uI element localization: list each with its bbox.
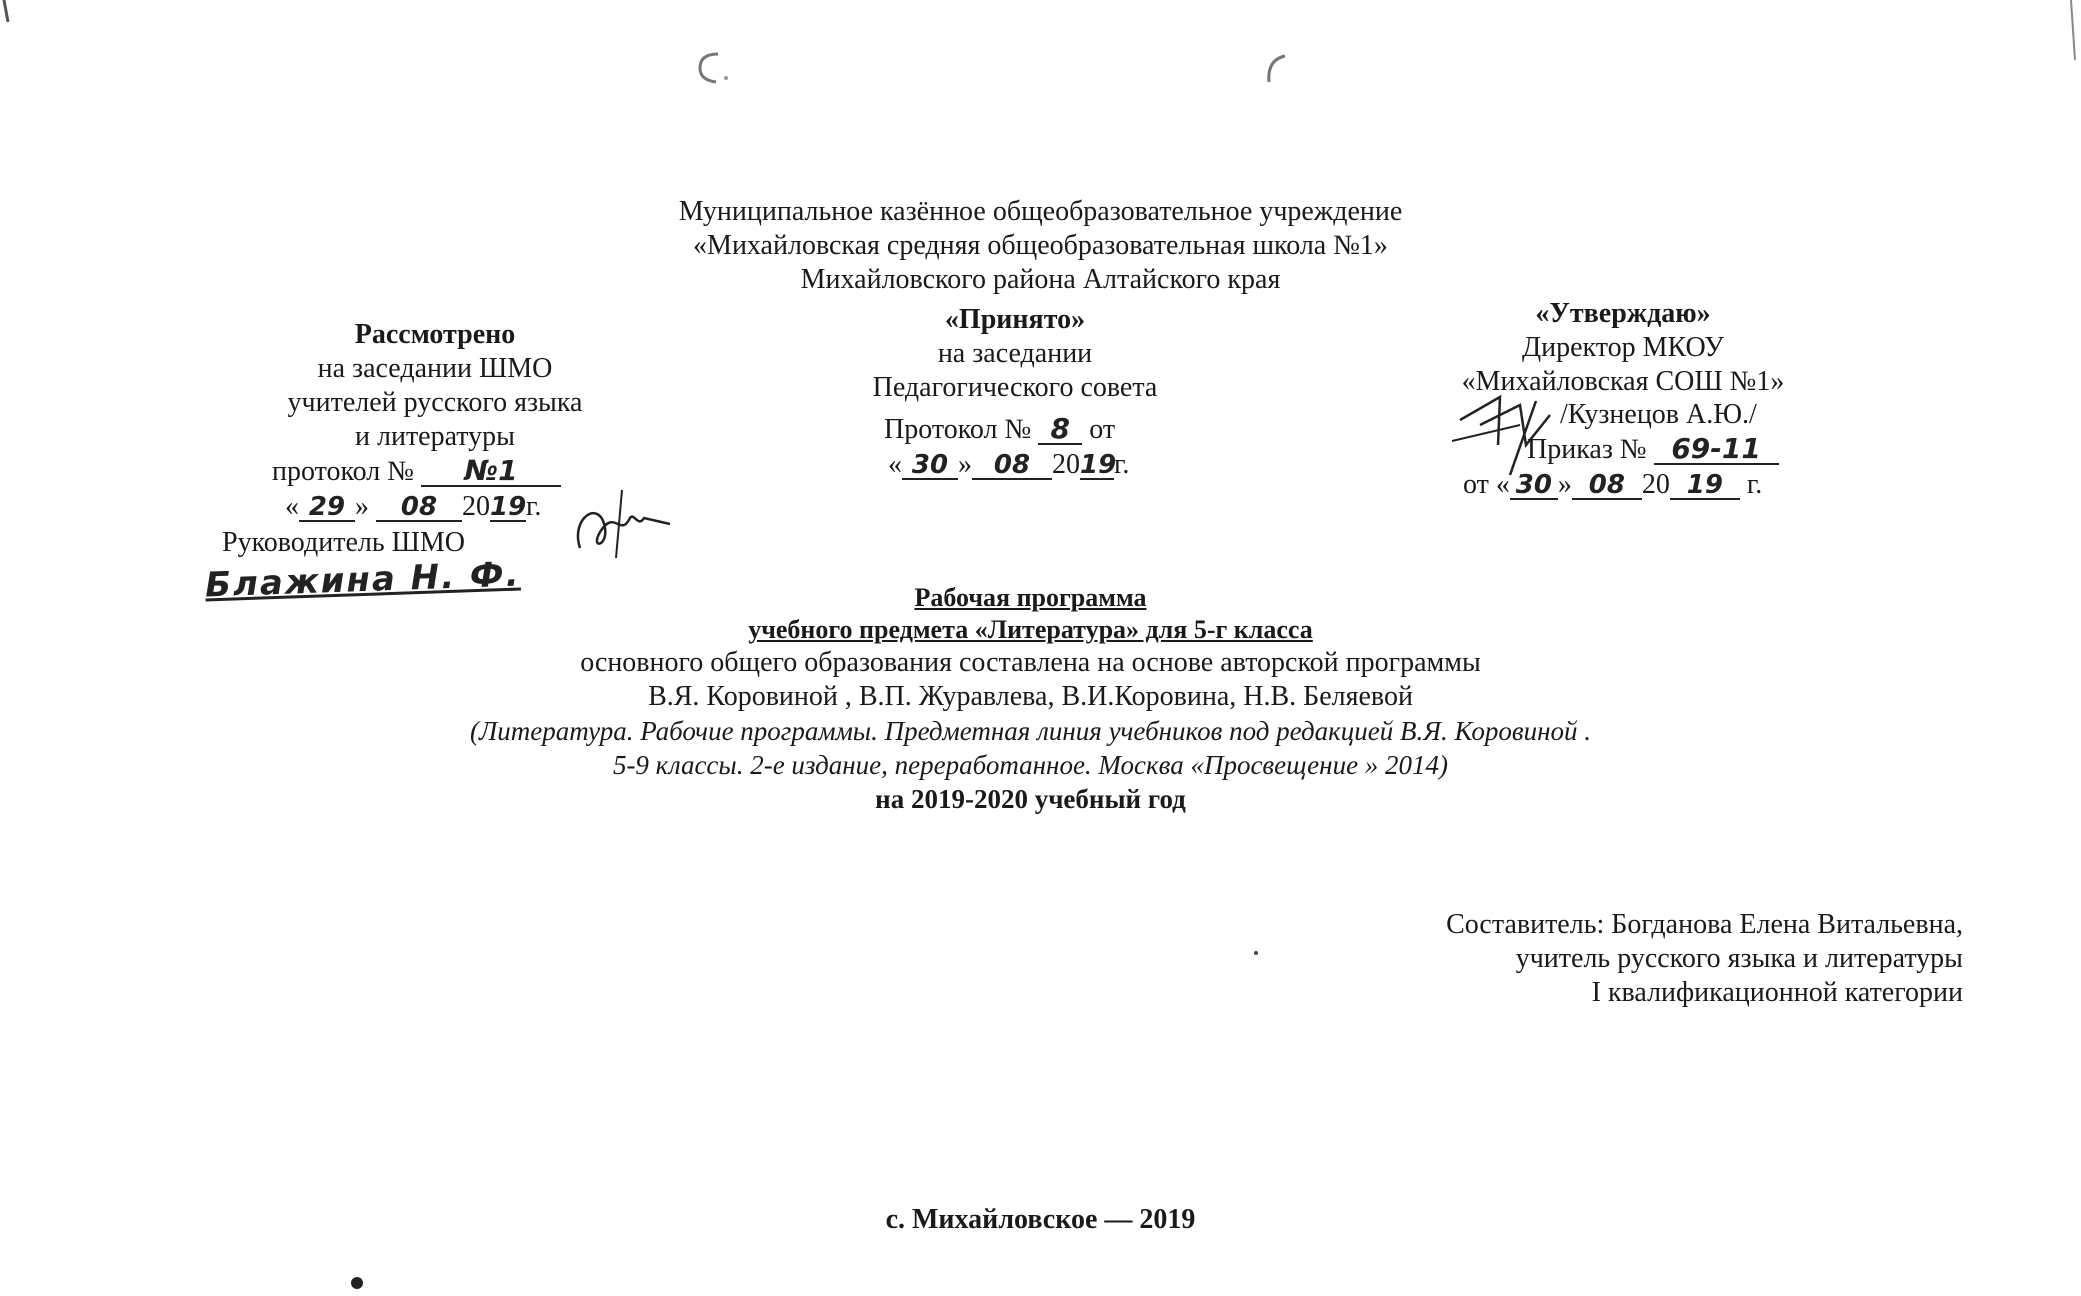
middle-date-day: 30 bbox=[911, 450, 949, 480]
middle-date-year-field bbox=[1080, 450, 1117, 480]
right-date-prefix: от « bbox=[1463, 469, 1510, 500]
left-date-close-quote: » bbox=[355, 491, 369, 522]
left-date-open-quote: « bbox=[285, 491, 299, 522]
left-date-year-prefix: 20 bbox=[462, 491, 490, 522]
program-italic-2: 5-9 классы. 2-е издание, переработанное. Москва «Просвещение » 2014) bbox=[612, 750, 1449, 780]
right-order-number: 69-11 bbox=[1671, 432, 1761, 465]
right-date-year-prefix: 20 bbox=[1641, 469, 1670, 500]
left-protocol-line bbox=[272, 455, 561, 489]
middle-approval-block bbox=[790, 303, 1240, 405]
middle-date-close-quote: » bbox=[958, 449, 972, 480]
right-date-month: 08 bbox=[1588, 470, 1625, 500]
left-signature-name: Блажина Н. Ф. bbox=[204, 554, 522, 606]
left-date-month-field bbox=[376, 494, 462, 522]
footer-place: с. Михайловское — 2019 bbox=[885, 1204, 1196, 1235]
right-line-1: Директор МКОУ bbox=[1522, 332, 1724, 363]
left-line-2: учителей русского языка bbox=[287, 387, 583, 418]
middle-date-year-end: г. bbox=[1114, 449, 1130, 480]
right-date-day: 30 bbox=[1515, 470, 1552, 500]
left-date-month: 08 bbox=[400, 492, 438, 522]
scan-corner-mark bbox=[2045, 0, 2081, 70]
right-date-year-field bbox=[1670, 472, 1740, 500]
right-date-line bbox=[1463, 468, 1762, 502]
left-date-day-field bbox=[299, 494, 355, 522]
header bbox=[0, 195, 2081, 297]
middle-date-year-prefix: 20 bbox=[1052, 449, 1080, 480]
right-date-close-quote: » bbox=[1557, 469, 1572, 500]
header-line-2: «Михайловская средняя общеобразовательная школа №1» bbox=[693, 230, 1388, 261]
middle-date-month: 08 bbox=[993, 450, 1031, 480]
left-date-year-suffix: 19 bbox=[490, 492, 527, 522]
middle-date-line bbox=[888, 448, 1129, 482]
author-block bbox=[1446, 908, 1963, 1010]
middle-date-month-field bbox=[972, 452, 1052, 480]
left-protocol-number: №1 bbox=[464, 454, 518, 487]
right-order-field bbox=[1654, 432, 1779, 465]
middle-line-1: на заседании bbox=[937, 338, 1093, 369]
middle-protocol-field bbox=[1038, 412, 1082, 445]
right-date-day-field bbox=[1510, 472, 1558, 500]
scan-hole-mark-left bbox=[690, 48, 740, 88]
left-head-line bbox=[222, 526, 465, 560]
program-italic-1: (Литература. Рабочие программы. Предметная линия учебников под редакцией В.Я. Коровиной . bbox=[469, 716, 1591, 746]
right-order-label: Приказ № bbox=[1527, 434, 1647, 465]
left-title: Рассмотрено bbox=[354, 319, 516, 350]
middle-protocol-line bbox=[884, 413, 1115, 447]
left-date-line bbox=[285, 490, 541, 524]
left-line-1: на заседании ШМО bbox=[317, 353, 553, 384]
program-title-1: Рабочая программа bbox=[914, 583, 1147, 612]
scan-hole-mark-right bbox=[1255, 52, 1295, 102]
left-signature bbox=[560, 488, 680, 568]
left-head-label: Руководитель ШМО bbox=[222, 527, 465, 558]
middle-protocol-label: Протокол № bbox=[884, 414, 1032, 445]
middle-date-day-field bbox=[902, 452, 958, 480]
right-title: «Утверждаю» bbox=[1535, 298, 1711, 329]
left-protocol-label: протокол № bbox=[272, 456, 414, 487]
middle-title: «Принято» bbox=[944, 304, 1086, 335]
right-approval-block bbox=[1398, 297, 1848, 399]
left-date-year-end: г. bbox=[526, 491, 542, 522]
program-block bbox=[0, 582, 2081, 816]
middle-protocol-number: 8 bbox=[1050, 412, 1070, 445]
left-line-3: и литературы bbox=[355, 421, 515, 452]
header-line-1: Муниципальное казённое общеобразовательное учреждение bbox=[678, 196, 1403, 227]
right-date-year-suffix: 19 bbox=[1686, 470, 1723, 500]
header-line-3: Михайловского района Алтайского края bbox=[800, 264, 1281, 295]
program-title-2: учебного предмета «Литература» для 5-г класса bbox=[748, 615, 1313, 644]
scan-dot bbox=[351, 1277, 363, 1289]
middle-date-open-quote: « bbox=[888, 449, 902, 480]
author-line-3: I квалификационной категории bbox=[1591, 977, 1963, 1008]
left-approval-block bbox=[210, 318, 660, 454]
program-year: на 2019-2020 учебный год bbox=[875, 784, 1186, 814]
right-date-year-end: г. bbox=[1746, 469, 1763, 500]
middle-protocol-ot: от bbox=[1089, 414, 1116, 445]
middle-line-2: Педагогического совета bbox=[872, 372, 1158, 403]
right-director-line bbox=[1560, 398, 1757, 432]
author-line-1: Составитель: Богданова Елена Витальевна, bbox=[1446, 909, 1963, 940]
middle-date-year-suffix: 19 bbox=[1080, 450, 1117, 480]
right-director-name: /Кузнецов А.Ю./ bbox=[1560, 399, 1757, 430]
right-date-month-field bbox=[1572, 472, 1642, 500]
right-line-2: «Михайловская СОШ №1» bbox=[1461, 366, 1785, 397]
scan-corner-mark-left bbox=[0, 0, 20, 24]
right-order-line bbox=[1527, 433, 1779, 467]
program-line-2: В.Я. Коровиной , В.П. Журавлева, В.И.Коровина, Н.В. Беляевой bbox=[648, 681, 1413, 712]
program-line-1: основного общего образования составлена на основе авторской программы bbox=[580, 647, 1481, 678]
author-line-2: учитель русского языка и литературы bbox=[1515, 943, 1963, 974]
left-date-day: 29 bbox=[308, 492, 346, 522]
scan-dot-small bbox=[1254, 951, 1258, 955]
left-date-year-field bbox=[490, 494, 526, 522]
left-protocol-field bbox=[421, 454, 561, 487]
